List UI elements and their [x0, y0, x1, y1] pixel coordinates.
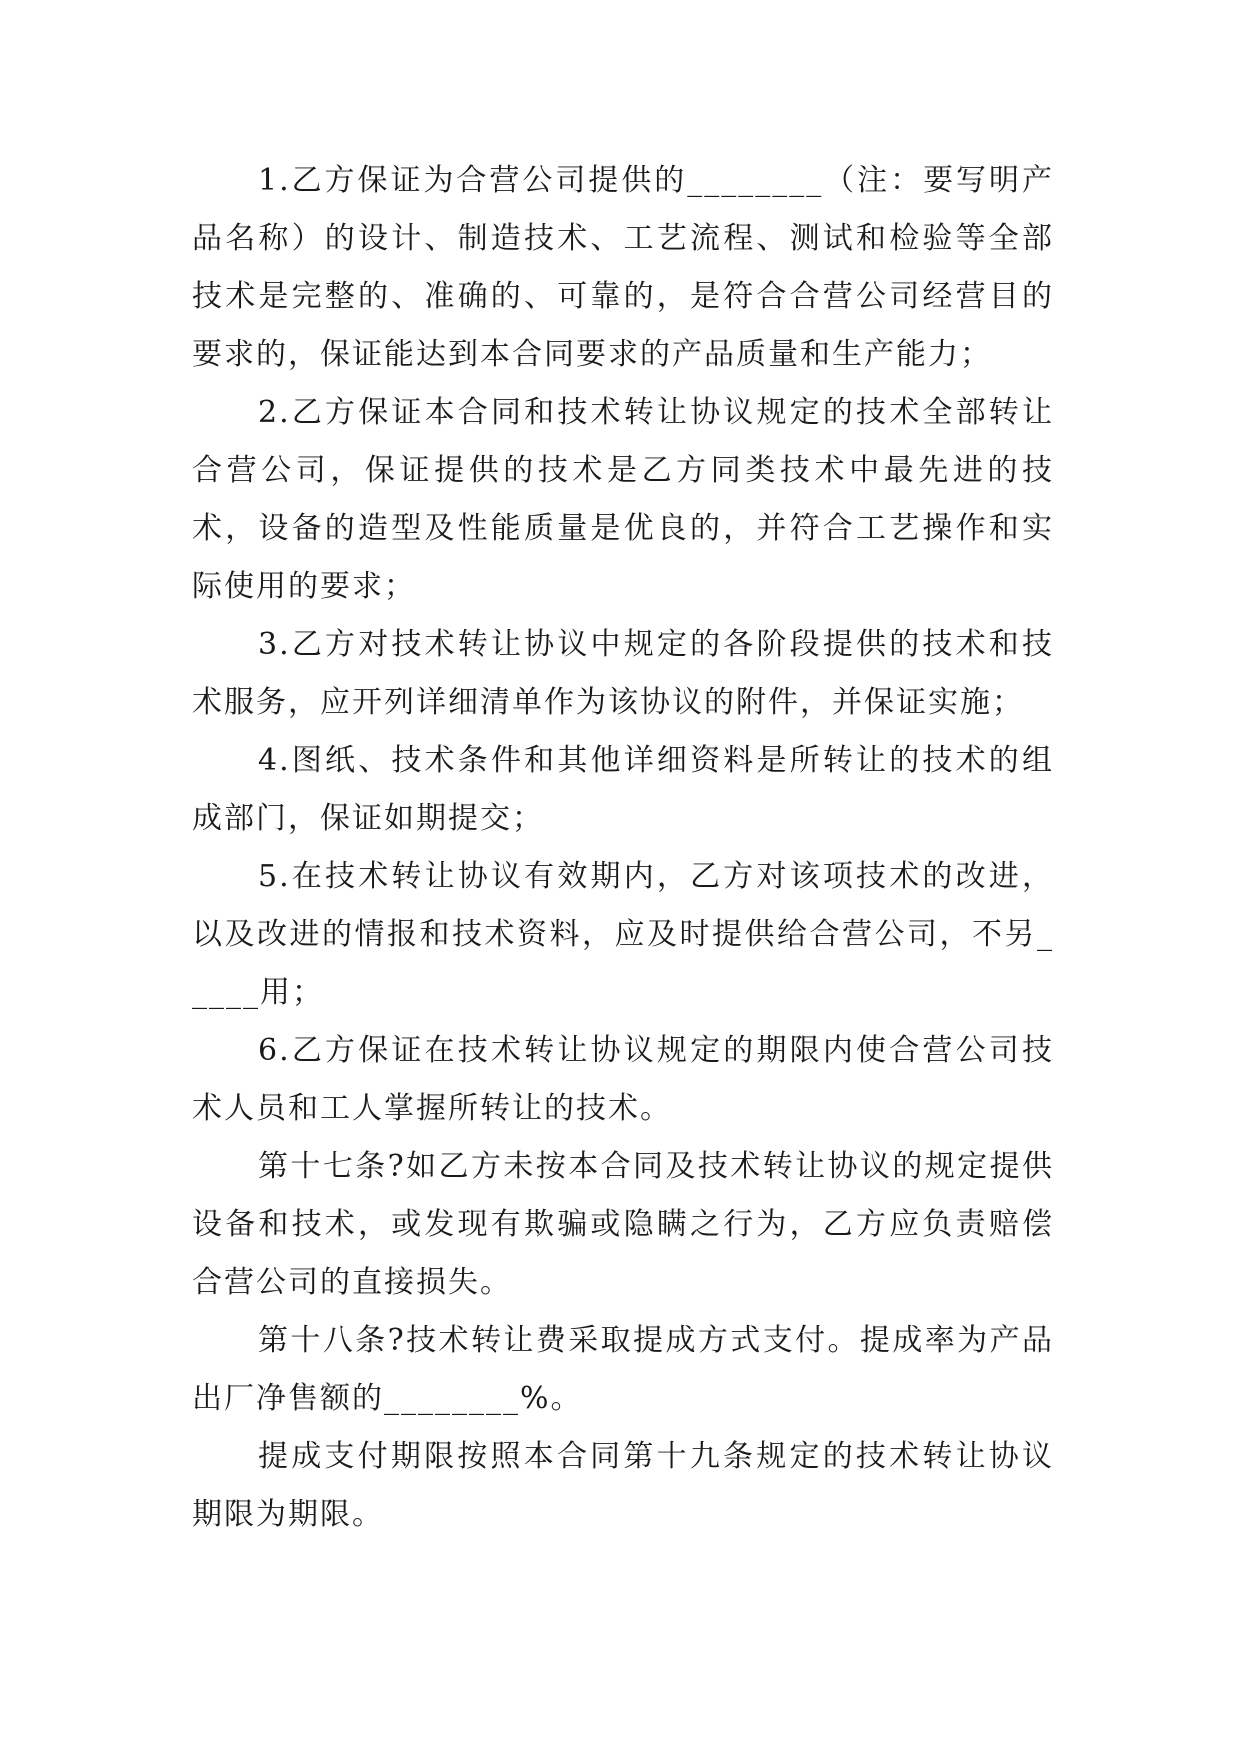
paragraph-clause-5: 5.在技术转让协议有效期内，乙方对该项技术的改进，以及改进的情报和技术资料，应及时提供给合营公司，不另_____用； [192, 859, 1054, 1010]
paragraph-clause-2: 2.乙方保证本合同和技术转让协议规定的技术全部转让合营公司，保证提供的技术是乙方同类技术中最先进的技术，设备的造型及性能质量是优良的，并符合工艺操作和实际使用的要求； [192, 395, 1054, 604]
paragraph-clause-4: 4.图纸、技术条件和其他详细资料是所转让的技术的组成部门，保证如期提交； [192, 743, 1054, 836]
paragraph-article-17: 第十七条?如乙方未按本合同及技术转让协议的规定提供设备和技术，或发现有欺骗或隐瞒之行为，乙方应负责赔偿合营公司的直接损失。 [192, 1149, 1054, 1300]
paragraph-article-18: 第十八条?技术转让费采取提成方式支付。提成率为产品出厂净售额的________%。 [192, 1323, 1054, 1416]
paragraph-clause-3: 3.乙方对技术转让协议中规定的各阶段提供的技术和技术服务，应开列详细清单作为该协议的附件，并保证实施； [192, 627, 1054, 720]
document-body [192, 152, 1054, 1544]
paragraph-clause-1: 1.乙方保证为合营公司提供的________（注：要写明产品名称）的设计、制造技术、工艺流程、测试和检验等全部技术是完整的、准确的、可靠的，是符合合营公司经营目的要求的，保证能达到本合同要求的产品质量和生产能力； [192, 163, 1054, 372]
paragraph-payment-term: 提成支付期限按照本合同第十九条规定的技术转让协议期限为期限。 [192, 1439, 1054, 1532]
paragraph-clause-6: 6.乙方保证在技术转让协议规定的期限内使合营公司技术人员和工人掌握所转让的技术。 [192, 1033, 1054, 1126]
